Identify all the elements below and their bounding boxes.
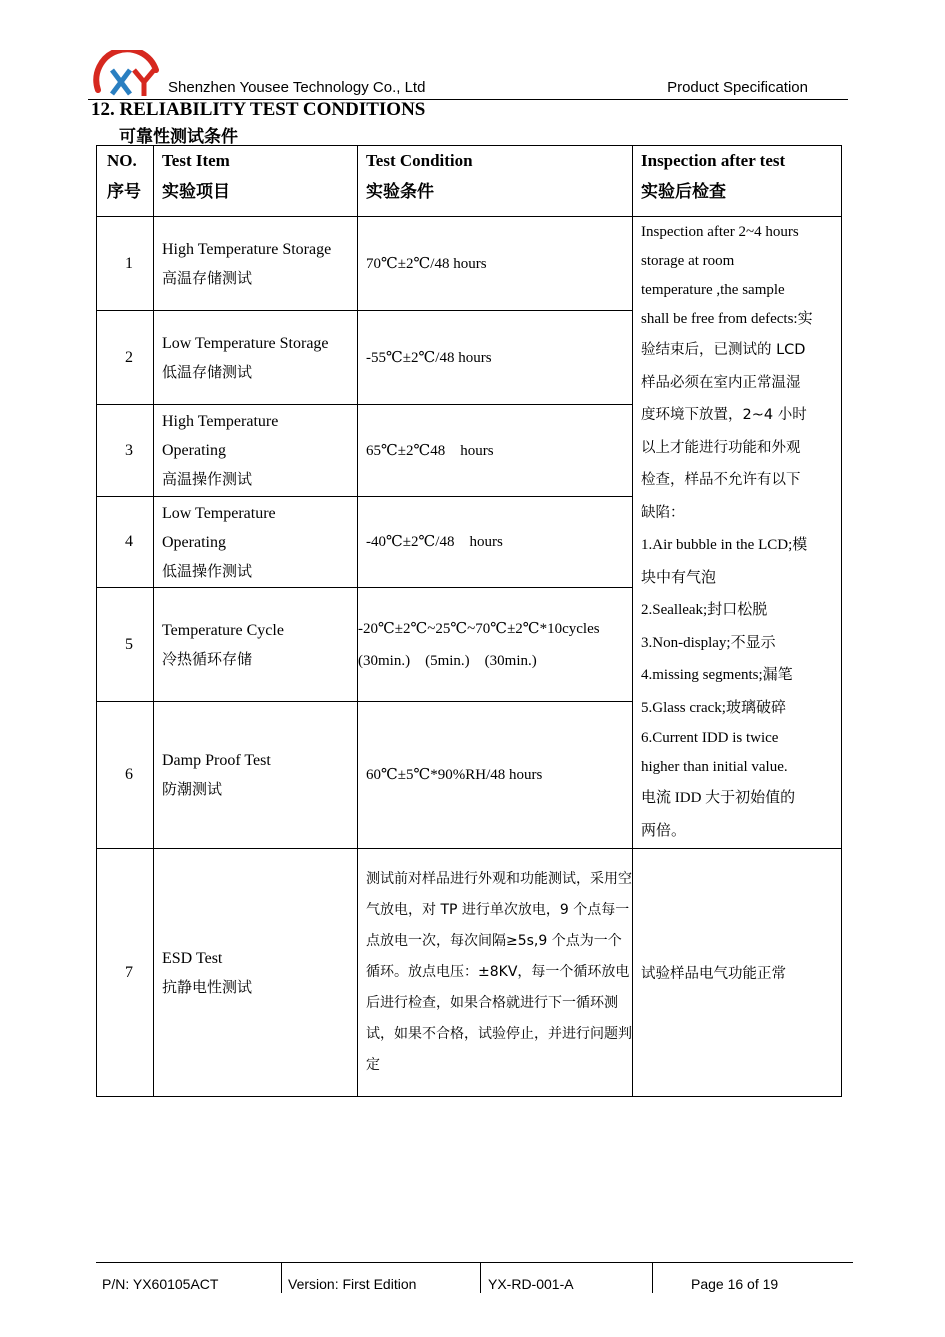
- row-item: Low Temperature Storage 低温存储测试: [154, 311, 358, 405]
- inspection-cell: Inspection after 2~4 hours storage at room temperature ,the sample shall be free from defects:实 验结束后，已测试的 LCD 样品必须在室内正常温湿 度环境下放置，2~4 小时 以上才能进行功能和外观 检查，样品不允许有以下 缺陷： 1.Air bubble in the LCD;模 块中有气泡 2.Sealleak;封口松脱 3.Non-display;不显示 4.missing segments;漏笔 5.Glass crack;玻璃破碎 6.Current IDD is twice higher than initial value. 电流 IDD 大于初始值的 两倍。: [633, 217, 842, 849]
- row-no: 2: [97, 311, 154, 405]
- row-no: 7: [97, 849, 154, 1097]
- row-item: Temperature Cycle 冷热循环存储: [154, 588, 358, 702]
- header-test-item: Test Item 实验项目: [154, 146, 358, 217]
- doc-type: Product Specification: [667, 79, 808, 96]
- reliability-table: [96, 145, 842, 1097]
- row-item: High Temperature Operating 高温操作测试: [154, 405, 358, 497]
- footer-page-number: Page 16 of 19: [691, 1276, 779, 1292]
- row-item: Damp Proof Test 防潮测试: [154, 702, 358, 849]
- row-condition: -20℃±2℃~25℃~70℃±2℃*10cycles (30min.) (5min.) (30min.): [358, 588, 633, 702]
- page-header: [88, 48, 848, 100]
- row-condition: 测试前对样品进行外观和功能测试，采用空气放电，对 TP 进行单次放电，9 个点每一点放电一次，每次间隔≥5s,9 个点为一个循环。放点电压：±8KV，每一个循环放电后进行检查，如果合格就进行下一循环测试，如果不合格，试验停止，并进行问题判定: [358, 849, 633, 1097]
- header-no: NO. 序号: [97, 146, 154, 217]
- company-logo: [90, 50, 172, 98]
- row-no: 4: [97, 497, 154, 588]
- company-name: Shenzhen Yousee Technology Co., Ltd: [168, 79, 426, 96]
- row-item: Low Temperature Operating 低温操作测试: [154, 497, 358, 588]
- table-row: [97, 849, 842, 1097]
- footer-version: Version: First Edition: [288, 1276, 417, 1292]
- row-condition: 70℃±2℃/48 hours: [358, 217, 633, 311]
- row-condition: 65℃±2℃48 hours: [358, 405, 633, 497]
- svg-text:YX: YX: [116, 76, 125, 82]
- row-no: 1: [97, 217, 154, 311]
- footer-divider: [281, 1263, 282, 1293]
- row-no: 6: [97, 702, 154, 849]
- section-title: 12. RELIABILITY TEST CONDITIONS: [91, 99, 426, 120]
- row-no: 3: [97, 405, 154, 497]
- table-row: [97, 217, 842, 311]
- header-test-condition: Test Condition 实验条件: [358, 146, 633, 217]
- footer-divider: [652, 1263, 653, 1293]
- page-footer: [96, 1262, 853, 1293]
- section-subtitle: 可靠性测试条件: [119, 127, 238, 147]
- footer-divider: [480, 1263, 481, 1293]
- row-item: ESD Test 抗静电性测试: [154, 849, 358, 1097]
- row-item: High Temperature Storage 高温存储测试: [154, 217, 358, 311]
- row-condition: 60℃±5℃*90%RH/48 hours: [358, 702, 633, 849]
- row-condition: -40℃±2℃/48 hours: [358, 497, 633, 588]
- header-inspection: Inspection after test 实验后检查: [633, 146, 842, 217]
- row-condition: -55℃±2℃/48 hours: [358, 311, 633, 405]
- footer-part-number: P/N: YX60105ACT: [102, 1276, 219, 1292]
- row-no: 5: [97, 588, 154, 702]
- table-header-row: [97, 146, 842, 217]
- footer-doc-number: YX-RD-001-A: [488, 1276, 574, 1292]
- inspection-cell-esd: 试验样品电气功能正常: [633, 849, 842, 1097]
